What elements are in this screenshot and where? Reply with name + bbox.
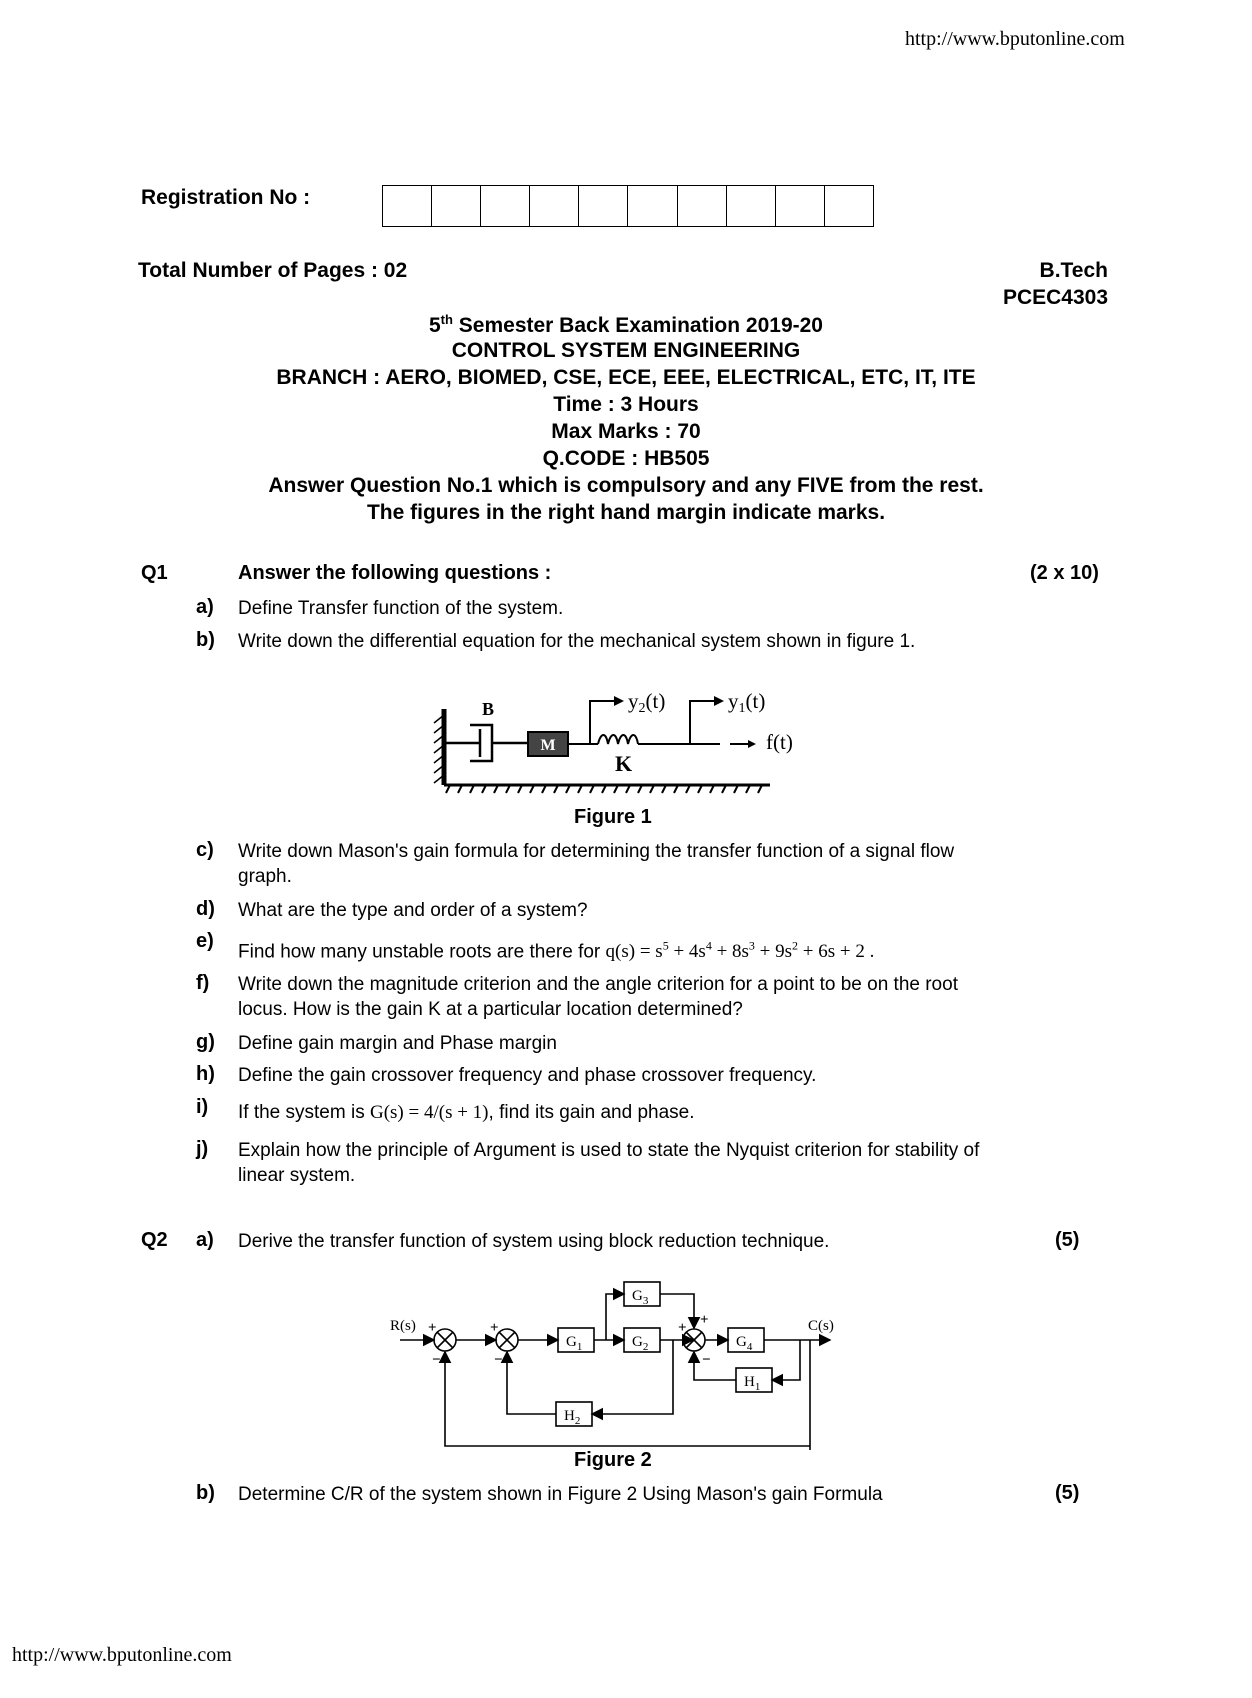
g3-label: $G_3$ [632,1288,649,1307]
q1i-line: If the system is G(s) = 4/(s + 1), find its gain and phase. [238,1102,695,1123]
spring-label: K [615,751,633,776]
q1g-text: Define gain margin and Phase margin [238,1033,557,1054]
figure-1-caption: Figure 1 [574,806,652,828]
sum1-plus: + [428,1320,437,1336]
damper-label: B [482,699,495,719]
footer-url: http://www.bputonline.com [12,1644,232,1666]
sum3-plus-top: + [700,1312,709,1328]
q1i-label: i) [196,1096,209,1118]
q1g-label: g) [196,1031,215,1053]
reg-box [825,186,873,226]
q1-heading: Answer the following questions : [238,562,552,584]
q1a-label: a) [196,596,214,618]
subject-code: PCEC4303 [1002,286,1108,309]
total-pages: Total Number of Pages : 02 [138,259,408,282]
sum3-minus: − [702,1352,711,1368]
q2a-label: a) [196,1229,214,1251]
h2-label: $H_2$ [564,1408,581,1427]
g4-label: $G_4$ [736,1334,753,1353]
q1c-text: Write down Mason's gain formula for determining the transfer function of a signal flow graph. [238,841,955,887]
reg-box [579,186,628,226]
q1j-label: j) [196,1138,209,1160]
input-label: R(s) [390,1318,416,1334]
q1e-text: Find how many unstable roots are there for [238,941,601,963]
sum2-minus: − [494,1352,503,1368]
q1i-transfer-function: G(s) = 4/(s + 1) [369,1102,489,1123]
exam-title: 5th Semester Back Examination 2019-20 [428,312,823,337]
header-url: http://www.bputonline.com [905,28,1125,50]
degree: B.Tech [1039,259,1108,282]
max-marks: Max Marks : 70 [551,420,701,443]
figure-1-mechanical-system [430,685,793,795]
sum3-plus-left: + [678,1320,687,1336]
q1f-label: f) [196,972,210,994]
q1b-label: b) [196,629,215,651]
g2-label: $G_2$ [632,1334,649,1353]
branch: BRANCH : AERO, BIOMED, CSE, ECE, EEE, ELECTRICAL, ETC, IT, ITE [276,366,976,389]
q1b-text: Write down the differential equation for the mechanical system shown in figure 1. [238,631,916,652]
q2b-label: b) [196,1482,215,1504]
q2b-marks: (5) [1055,1482,1080,1504]
g1-label: $G_1$ [566,1334,583,1353]
mass-label: M [540,737,556,754]
figure-2-caption: Figure 2 [574,1449,652,1471]
reg-box [678,186,727,226]
damper [444,725,528,761]
q2a-text: Derive the transfer function of system using block reduction technique. [238,1231,830,1252]
q1e-polynomial: $q(s) = s^5 + 4s^4 + 8s^3 + 9s^2 + 6s + 2$ . [605,939,875,963]
q1f-text: Write down the magnitude criterion and the angle criterion for a point to be on the root locus. How is the gain K at a particular location determined? [238,974,958,1020]
registration-boxes [382,185,874,227]
q1e-label: e) [196,930,214,952]
q2a-marks: (5) [1055,1229,1080,1251]
force-label: f(t) [766,730,793,754]
figure-2-block-diagram [390,1268,860,1448]
q2-number: Q2 [141,1229,168,1251]
subject-title: CONTROL SYSTEM ENGINEERING [451,339,801,362]
q1-marks: (2 x 10) [1030,562,1099,584]
time: Time : 3 Hours [553,393,699,416]
q1d-label: d) [196,898,215,920]
registration-label: Registration No : [141,186,311,209]
q1a-text: Define Transfer function of the system. [238,598,564,619]
reg-box [628,186,677,226]
instruction-1: Answer Question No.1 which is compulsory and any FIVE from the rest. [268,474,984,497]
sum2-plus: + [490,1320,499,1336]
y2-label: y2(t) [628,689,666,716]
reg-box [432,186,481,226]
output-label: C(s) [808,1318,834,1334]
reg-box [776,186,825,226]
reg-box [383,186,432,226]
q1j-text: Explain how the principle of Argument is used to state the Nyquist criterion for stability of linear system. [238,1140,980,1186]
sum1-minus: − [432,1352,441,1368]
reg-box [727,186,776,226]
reg-box [530,186,579,226]
q1h-label: h) [196,1063,215,1085]
q1c-label: c) [196,839,214,861]
h1-label: $H_1$ [744,1374,761,1393]
q1d-text: What are the type and order of a system? [238,900,588,921]
q2b-text: Determine C/R of the system shown in Figure 2 Using Mason's gain Formula [238,1484,883,1505]
reg-box [481,186,530,226]
instruction-2: The figures in the right hand margin indicate marks. [366,501,886,524]
qcode: Q.CODE : HB505 [542,447,710,470]
spring [598,735,638,744]
q1h-text: Define the gain crossover frequency and phase crossover frequency. [238,1065,817,1086]
q1-number: Q1 [141,562,168,584]
q1e-line [238,934,1008,964]
y1-label: y1(t) [728,689,766,716]
